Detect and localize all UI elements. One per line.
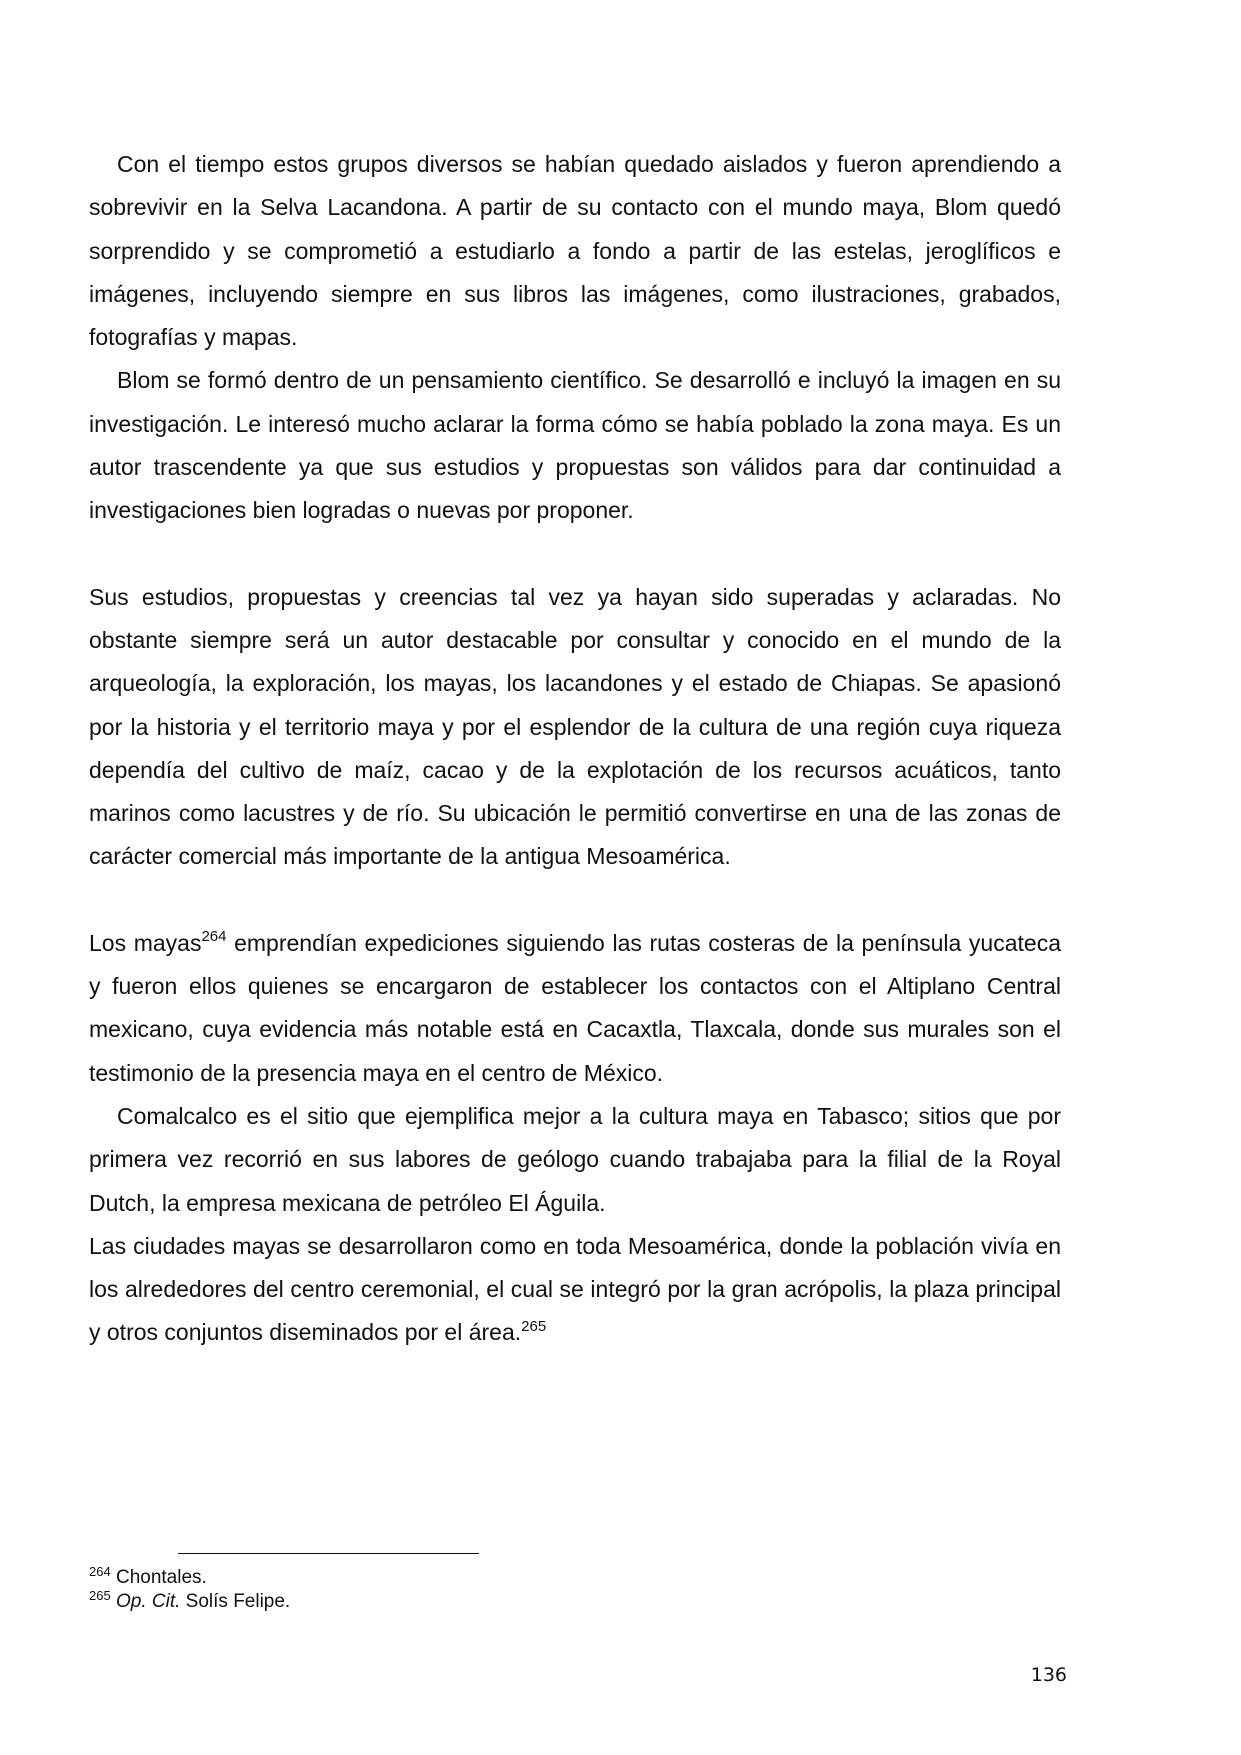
paragraph-6 bbox=[89, 1225, 1061, 1355]
paragraph-2: Blom se formó dentro de un pensamiento científico. Se desarrolló e incluyó la imagen en su investigación. Le interesó mucho aclarar la forma cómo se había poblado la zona maya. Es un autor trascendente ya que sus estudios y propuestas son válidos para dar continuidad a investigaciones bien logradas o nuevas por proponer. bbox=[89, 367, 1061, 524]
footnote-265 bbox=[89, 1587, 789, 1614]
paragraph-4-rest: emprendían expediciones siguiendo las rutas costeras de la península yucateca y fueron ellos quienes se encargaron de establecer los contactos con el Altiplano Central mexicano, cuya evidencia más notable está en Cacaxtla, Tlaxcala, donde sus murales son el testimonio de la presencia maya en el centro de México. bbox=[89, 929, 1061, 1086]
footnote-ref-265: 265 bbox=[521, 1317, 547, 1335]
page-number: 136 bbox=[1030, 1664, 1067, 1686]
footnote-number: 265 bbox=[89, 1587, 111, 1603]
paragraph-1: Con el tiempo estos grupos diversos se habían quedado aislados y fueron aprendiendo a sobrevivir en la Selva Lacandona. A partir de su contacto con el mundo maya, Blom quedó sorprendido y se comprometió a estudiarlo a fondo a partir de las estelas, jeroglíficos e imágenes, incluyendo siempre en sus libros las imágenes, como ilustraciones, grabados, fotografías y mapas. bbox=[89, 151, 1061, 351]
paragraph-4-start: Los mayas bbox=[89, 929, 202, 956]
paragraph-4 bbox=[89, 922, 1061, 1095]
footnotes bbox=[89, 1563, 789, 1614]
footnote-separator bbox=[178, 1553, 479, 1554]
paragraph-6-text: Las ciudades mayas se desarrollaron como en toda Mesoamérica, donde la población vivía en los alrededores del centro ceremonial, el cual se integró por la gran acrópolis, la plaza principal y otros conjuntos diseminados por el área. bbox=[89, 1232, 1061, 1346]
footnote-ref-264: 264 bbox=[201, 928, 227, 946]
paragraph-3: Sus estudios, propuestas y creencias tal vez ya hayan sido superadas y aclaradas. No obstante siempre será un autor destacable por consultar y conocido en el mundo de la arqueología, la exploración, los mayas, los lacandones y el estado de Chiapas. Se apasionó por la historia y el territorio maya y por el esplendor de la cultura de una región cuya riqueza dependía del cultivo de maíz, cacao y de la explotación de los recursos acuáticos, tanto marinos como lacustres y de río. Su ubicación le permitió convertirse en una de las zonas de carácter comercial más importante de la antigua Mesoamérica. bbox=[89, 583, 1061, 870]
footnote-number: 264 bbox=[89, 1563, 111, 1579]
footnote-text: Chontales. bbox=[115, 1567, 207, 1588]
footnote-text: Solís Felipe. bbox=[180, 1591, 291, 1612]
footnote-264 bbox=[89, 1563, 789, 1590]
footnote-italic-citation: Op. Cit. bbox=[115, 1591, 181, 1612]
paragraph-5: Comalcalco es el sitio que ejemplifica mejor a la cultura maya en Tabasco; sitios que por primera vez recorrió en sus labores de geólogo cuando trabajaba para la filial de la Royal Dutch, la empresa mexicana de petróleo El Águila. bbox=[89, 1102, 1061, 1216]
body-text bbox=[89, 143, 1061, 1355]
